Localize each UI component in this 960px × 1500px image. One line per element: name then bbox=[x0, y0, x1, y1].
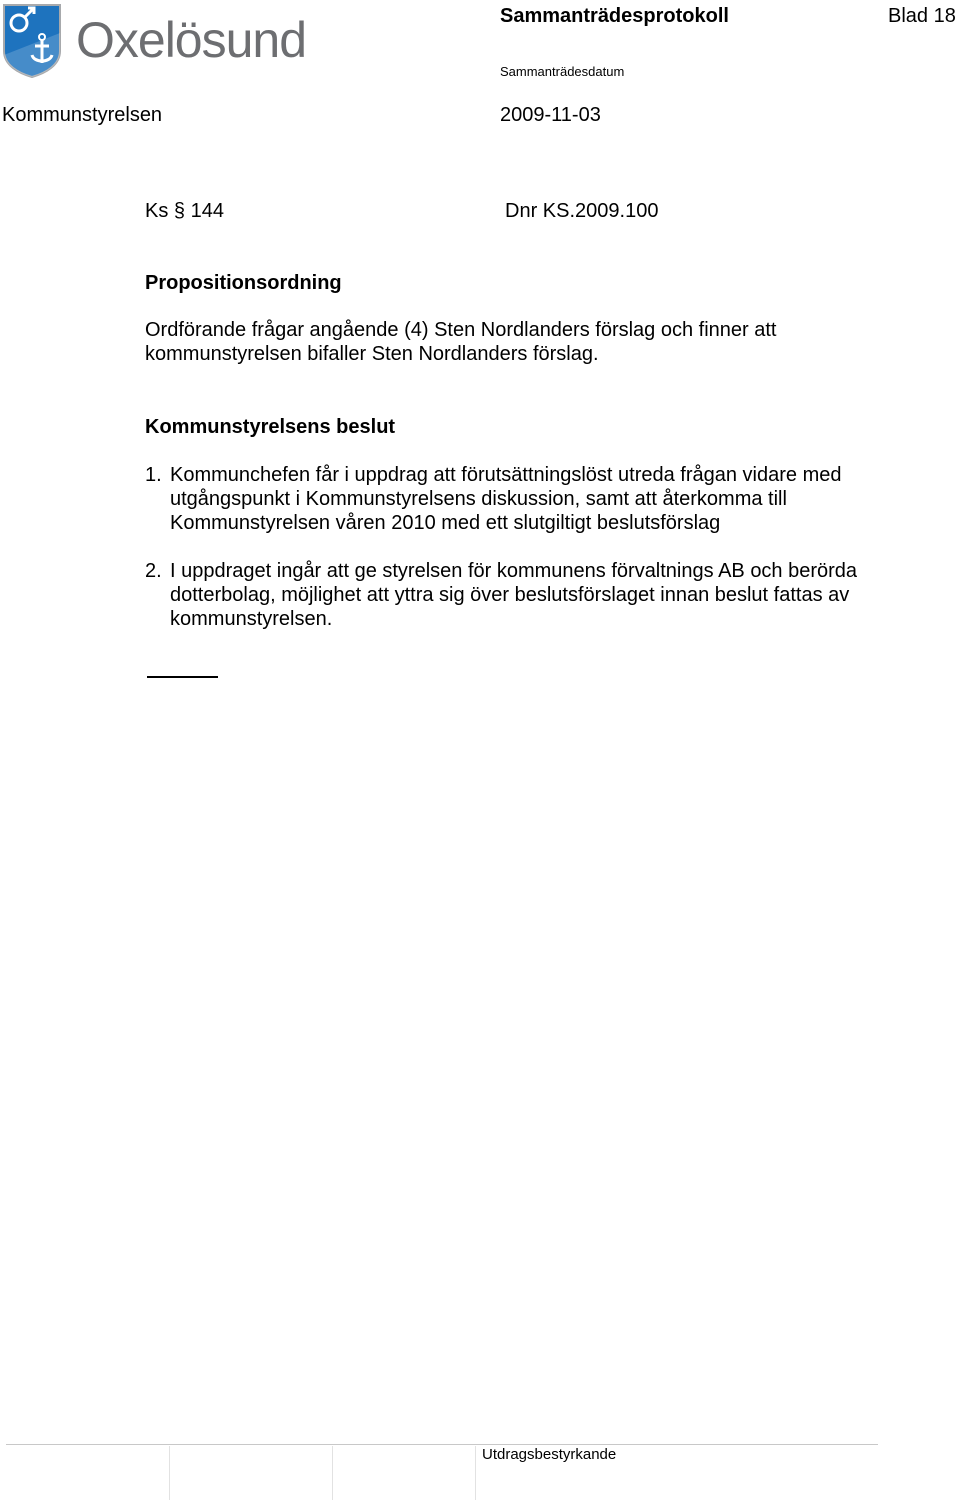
decision-item-number: 2. bbox=[145, 560, 162, 582]
paragraph-line: Ordförande frågar angående (4) Sten Nordlanders förslag och finner att bbox=[145, 319, 777, 341]
meeting-date-caption: Sammanträdesdatum bbox=[500, 64, 625, 79]
decision-item-line: Kommunstyrelsen våren 2010 med ett slutgiltigt beslutsförslag bbox=[170, 512, 721, 534]
meeting-date: 2009-11-03 bbox=[500, 104, 601, 126]
organization-name: Kommunstyrelsen bbox=[2, 104, 163, 126]
registration-number: Dnr KS.2009.100 bbox=[505, 200, 659, 222]
decision-item-line: Kommunchefen får i uppdrag att förutsättningslöst utreda frågan vidare med bbox=[170, 464, 842, 486]
decision-item-number: 1. bbox=[145, 464, 162, 486]
page-number: Blad 18 bbox=[888, 5, 956, 27]
footer-divider bbox=[6, 1444, 878, 1445]
section-end-rule bbox=[147, 676, 218, 678]
section-heading-propositionsordning: Propositionsordning bbox=[145, 272, 342, 294]
decision-item-line: kommunstyrelsen. bbox=[170, 608, 333, 630]
decision-item bbox=[145, 559, 945, 631]
footer-signature-box-divider bbox=[475, 1446, 476, 1500]
case-number: Ks § 144 bbox=[145, 200, 224, 222]
footer-certification-label: Utdragsbestyrkande bbox=[482, 1446, 617, 1463]
decision-item bbox=[145, 463, 945, 535]
decision-item-line: I uppdraget ingår att ge styrelsen för kommunens förvaltnings AB och berörda bbox=[170, 560, 858, 582]
oxelosund-coat-of-arms-icon bbox=[2, 3, 62, 79]
decision-item-line: utgångspunkt i Kommunstyrelsens diskussion, samt att återkomma till bbox=[170, 488, 787, 510]
section-heading-beslut: Kommunstyrelsens beslut bbox=[145, 416, 396, 438]
footer-signature-box-divider bbox=[332, 1446, 333, 1500]
footer-signature-box-divider bbox=[169, 1446, 170, 1500]
decision-item-line: dotterbolag, möjlighet att yttra sig över beslutsförslaget innan beslut fattas av bbox=[170, 584, 850, 606]
logo-wordmark: Oxelösund bbox=[76, 12, 307, 68]
paragraph-line: kommunstyrelsen bifaller Sten Nordlanders förslag. bbox=[145, 343, 599, 365]
document-title: Sammanträdesprotokoll bbox=[500, 5, 729, 27]
section-paragraph bbox=[145, 318, 865, 366]
